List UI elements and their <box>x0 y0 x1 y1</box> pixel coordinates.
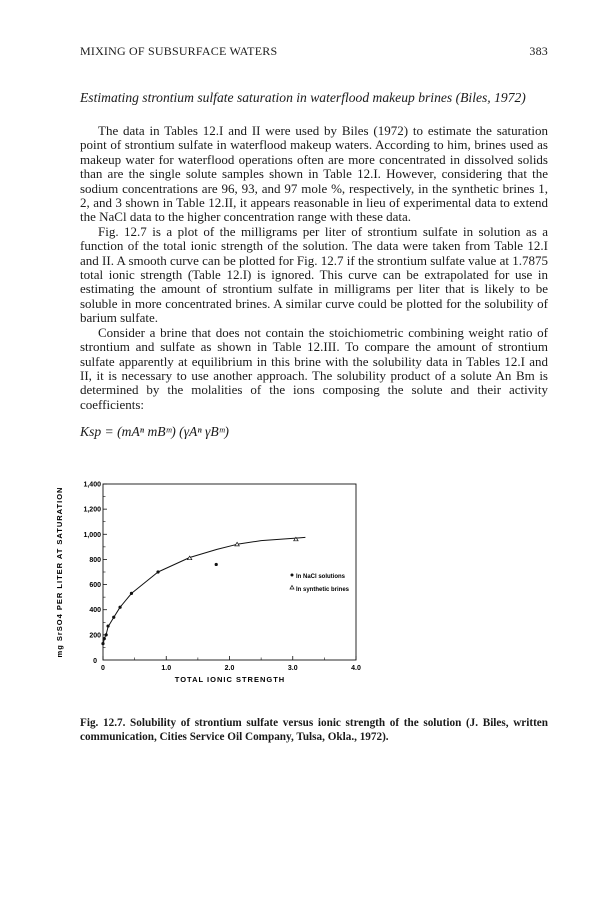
plot-frame <box>103 484 356 660</box>
x-tick-label: 0 <box>101 665 105 673</box>
paragraph: Consider a brine that does not contain the stoichiometric combining weight ratio of strontium and sulfate as shown in Table 12.III. To compare the amount of strontium sulfate apparently at equilibrium in this brine with the solubility data in Tables 12.I and II, it is necessary to use another approach. The solubility product of a solute An Bm is determined by the molalities of the ions composing the solute and their activity coefficients: <box>80 324 548 412</box>
fitted-curve <box>103 538 305 646</box>
y-tick-label: 600 <box>89 582 101 590</box>
nacl-data-point <box>156 571 159 574</box>
legend-label-synthetic: In synthetic brines <box>296 587 350 594</box>
equation: Ksp = (mAⁿ mBᵐ) (γAⁿ γBᵐ) <box>80 424 229 440</box>
x-tick-label: 2.0 <box>224 665 235 673</box>
paragraph: Fig. 12.7 is a plot of the milligrams per liter of strontium sulfate in solution as a function of the total ionic strength of the solution. The data were taken from Table 12.I and II. A smooth curve can be plotted for Fig. 12.7 if the strontium sulfate value at 1.7875 total ionic strength (Table 12.I) is ignored. This curve can be extrapolated for use in estimating the amount of strontium sulfate in milligrams per liter that is likely to be soluble in more concentrated brines. A similar curve could be plotted for the solubility of barium sulfate. <box>80 223 548 326</box>
x-tick-label: 3.0 <box>287 665 298 673</box>
running-header <box>80 44 548 60</box>
nacl-data-point <box>215 563 218 566</box>
nacl-data-point <box>103 637 106 640</box>
legend-dot-marker <box>291 574 294 577</box>
nacl-data-point <box>101 642 104 645</box>
nacl-data-point <box>118 606 121 609</box>
figure-chart <box>40 468 380 698</box>
page-number: 383 <box>529 44 548 58</box>
y-axis-label: mg SrSO4 PER LITER AT SATURATION <box>55 486 64 658</box>
nacl-data-point <box>106 625 109 628</box>
x-tick-label: 4.0 <box>351 665 361 673</box>
nacl-data-point <box>112 616 115 619</box>
y-tick-label: 400 <box>89 607 101 615</box>
nacl-data-point <box>105 633 108 636</box>
y-tick-label: 1,000 <box>83 531 101 539</box>
figure-caption: Fig. 12.7. Solubility of strontium sulfate versus ionic strength of the solution (J. Biles, written communication, Cities Service Oil Company, Tulsa, Okla., 1972). <box>80 717 548 744</box>
legend <box>290 574 350 594</box>
x-tick-label: 1.0 <box>161 665 172 673</box>
y-tick-label: 200 <box>89 632 101 640</box>
y-tick-label: 1,400 <box>83 481 101 489</box>
y-tick-label-zero: 0 <box>93 658 97 666</box>
y-tick-label: 1,200 <box>83 506 101 514</box>
legend-triangle-marker <box>290 586 294 590</box>
section-title: Estimating strontium sulfate saturation in waterflood makeup brines (Biles, 1972) <box>80 90 526 105</box>
y-tick-label: 800 <box>89 557 101 565</box>
legend-label-nacl: In NaCl solutions <box>296 574 346 581</box>
body-text <box>80 124 548 412</box>
running-title: MIXING OF SUBSURFACE WATERS <box>80 44 278 58</box>
page-content <box>55 44 548 744</box>
paragraph: The data in Tables 12.I and II were used by Biles (1972) to estimate the saturation point of strontium sulfate in waterflood makeup waters. According to him, brines used as makeup water for waterflood operations often are more concentrated in dissolved solids than are the single solute samples shown in Table 12.I. However, considering that the sodium concentrations are 96, 93, and 97 mole %, respectively, in the synthetic brines 1, 2, and 3 shown in Table 12.II, it appears reasonable in lieu of experimental data to extend the NaCl data to the higher concentration range with these data. <box>80 123 548 225</box>
nacl-data-point <box>130 592 133 595</box>
x-axis-label: TOTAL IONIC STRENGTH <box>174 675 286 685</box>
